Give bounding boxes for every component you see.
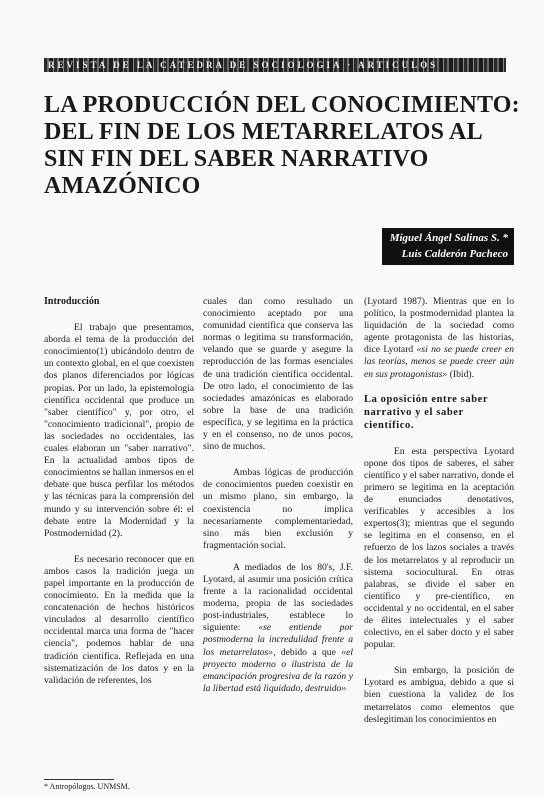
footnote: * Antropólogos. UNMSM. — [44, 782, 130, 791]
paragraph: Ambas lógicas de producción de conocimientos pueden coexistir en un mismo plano, sin embargo, la coexistencia no implica necesariamente complementariedad, sino más bien exclusión y fragmentación social. — [203, 467, 353, 551]
author-box — [382, 228, 514, 265]
paragraph-text: A mediados de los 80's, J.F. Lyotard, al asumir una posición crítica frente a la racionalidad occidental moderna, propia de las sociedades post-industriales, establece lo siguiente: — [203, 561, 353, 634]
paragraph-text: , debido a que — [273, 646, 342, 658]
quotation: «se entiende por postmoderna la incredulidad frente a los metarrelatos» — [203, 622, 353, 658]
paragraph: El trabajo que presentamos, aborda el tema de la producción del conocimiento(1) ubicándolo dentro de un contexto global, en el que coexisten dos planos diferenciados por lógicas propias. Por un lado, la epistemología científica occidental que produce un "saber científico" y, por otro, el "conocimiento tradicional", propio de las sociedades no occidentales, las cuales elaboran un "saber narrativo". En la actualidad ambos tipos de conocimientos se hallan inmersos en el debate que busca perfilar los métodos y las técnicas para la comprensión del mundo y su intervención sobre él: el debate entre la Modernidad y la Postmodernidad (2). — [44, 322, 194, 539]
section-heading-introduccion: Introducción — [44, 296, 100, 307]
paragraph — [203, 562, 353, 695]
paragraph-text: (Lyotard 1987). Mientras que en lo político, la postmodernidad plantea la liquidación de la sociedad como agente protagonista de las historias, dice Lyotard — [364, 296, 514, 356]
journal-header-band: REVISTA DE LA CATEDRA DE SOCIOLOGIA · ARTICULOS — [44, 58, 506, 72]
paragraph: cuales dan como resultado un conocimiento aceptado por una comunidad científica que conserva las normas o legitima su transformación, velando que se guarde y asegure la reproducción de las formas esenciales de una tradición científica occidental. De otro lado, el conocimiento de las sociedades amazónicas es elaborado sobre la base de una tradición específica, y se legitima en la práctica y en el consenso, no de unos pocos, sino de muchos. — [203, 296, 353, 453]
article-title — [44, 92, 520, 200]
paragraph — [364, 296, 514, 381]
title-line: AMAZÓNICO — [44, 173, 201, 199]
footnote-rule — [44, 779, 114, 780]
text-column-2 — [203, 296, 353, 695]
title-line: LA PRODUCCIÓN DEL CONOCIMIENTO: — [44, 92, 520, 118]
paragraph: Sin embargo, la posición de Lyotard es ambigua, debido a que si bien cuestiona la validez de los metarrelatos como elementos que deslegitiman los conocimientos en — [364, 665, 514, 725]
quotation: «el proyecto moderno o ilustrista de la emancipación progresiva de la razón y la libertad está liquidado, destruido» — [203, 646, 353, 694]
paragraph: En esta perspectiva Lyotard opone dos tipos de saberes, el saber científico y el saber narrativo, donde el primero se legitima en la aceptación de enunciados denotativos, verificables y accesibles a los expertos(3); mientras que el segundo se legitima en el consenso, en el refuerzo de los lazos sociales a través de los metarrelatos y al reproducir un sistema sociocultural. En otras palabras, se divide el saber en científico y pre-científico, en occidental y no occidental, en el saber de élites intelectuales y el saber colectivo, en el saber docto y el saber popular. — [364, 445, 514, 651]
paragraph-text: (Ibid). — [447, 368, 474, 380]
author-name: Luis Calderón Pacheco — [401, 248, 508, 260]
paragraph: Es necesario reconocer que en ambos casos la tradición juega un papel importante en la producción de conocimiento. En la medida que la concatenación de hechos históricos vinculados al desarrollo científico occidental marca una forma de "hacer ciencia", podemos hablar de una tradición científica. Reflejada en una sistematización de los datos y en la validación de referentes, los — [44, 553, 194, 686]
text-column-1 — [44, 296, 194, 687]
title-line: DEL FIN DE LOS METARRELATOS AL — [44, 119, 483, 145]
text-column-3 — [364, 296, 514, 726]
section-heading-oposicion: La oposición entre saber narrativo y el saber científico. — [364, 393, 488, 431]
title-line: SIN FIN DEL SABER NARRATIVO — [44, 146, 429, 172]
quotation: «si no se puede creer en las teorías, menos se puede creer aún en sus protagonistas» — [364, 344, 514, 380]
author-name: Miguel Ángel Salinas S. * — [389, 232, 508, 244]
